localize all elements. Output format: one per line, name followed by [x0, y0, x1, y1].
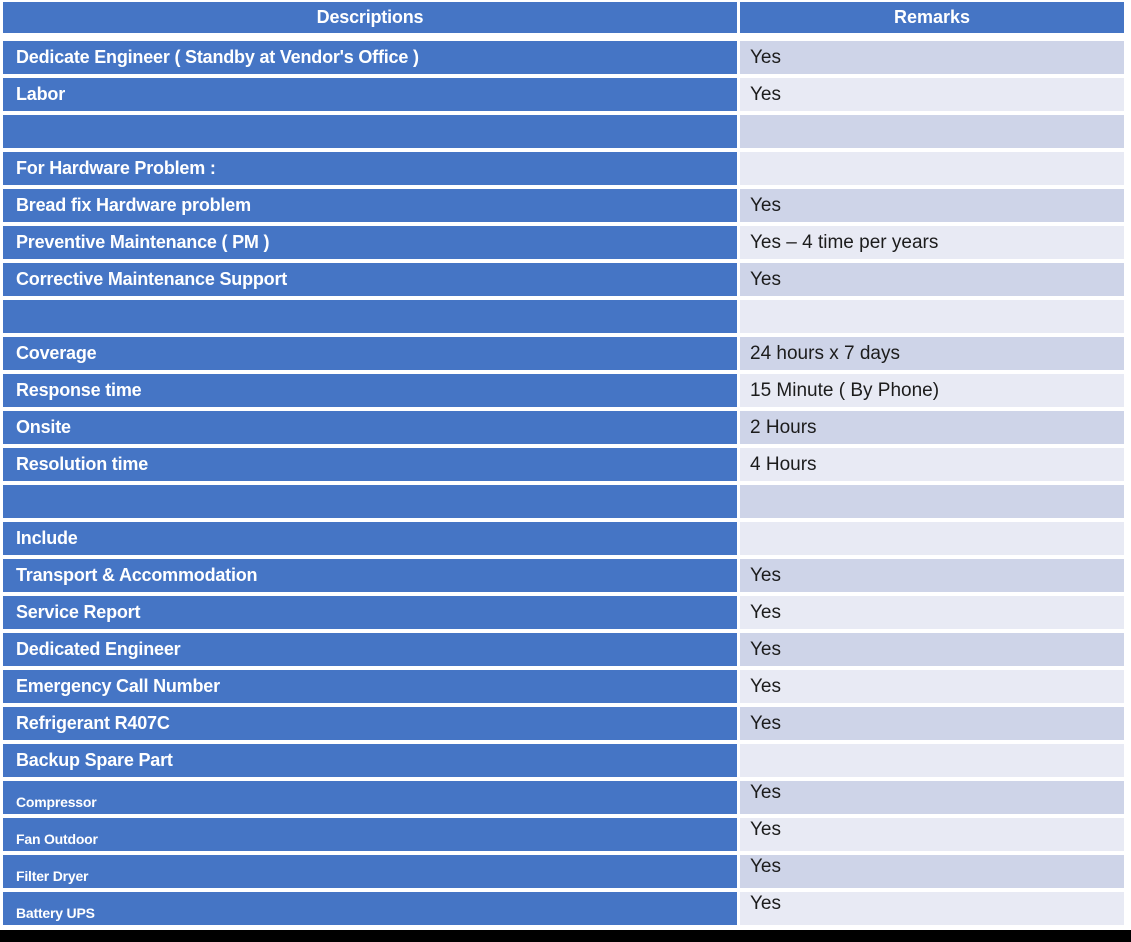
table-row — [3, 448, 1124, 481]
table-row — [3, 744, 1124, 777]
description-cell: Dedicated Engineer — [3, 633, 737, 666]
table-row — [3, 152, 1124, 185]
remark-cell — [740, 152, 1124, 185]
table-row — [3, 411, 1124, 444]
description-cell: Resolution time — [3, 448, 737, 481]
table-row — [3, 892, 1124, 925]
table-header-row — [3, 2, 1124, 33]
remark-cell: Yes — [740, 189, 1124, 222]
column-header-descriptions: Descriptions — [3, 2, 737, 33]
remark-cell: Yes – 4 time per years — [740, 226, 1124, 259]
description-cell: Service Report — [3, 596, 737, 629]
table-row — [3, 226, 1124, 259]
description-cell: Response time — [3, 374, 737, 407]
table-row — [3, 855, 1124, 888]
description-cell: Preventive Maintenance ( PM ) — [3, 226, 737, 259]
remark-cell: Yes — [740, 41, 1124, 74]
table-body — [3, 41, 1124, 925]
description-cell: Bread fix Hardware problem — [3, 189, 737, 222]
description-cell — [3, 115, 737, 148]
table-row — [3, 485, 1124, 518]
table-row — [3, 670, 1124, 703]
description-cell: Fan Outdoor — [3, 818, 737, 851]
remark-cell: Yes — [740, 263, 1124, 296]
remark-cell: 2 Hours — [740, 411, 1124, 444]
description-cell: For Hardware Problem : — [3, 152, 737, 185]
description-cell: Battery UPS — [3, 892, 737, 925]
table-row — [3, 337, 1124, 370]
description-cell: Refrigerant R407C — [3, 707, 737, 740]
description-cell: Emergency Call Number — [3, 670, 737, 703]
table-row — [3, 374, 1124, 407]
description-cell: Coverage — [3, 337, 737, 370]
table-row — [3, 115, 1124, 148]
table-row — [3, 559, 1124, 592]
remark-cell: Yes — [740, 670, 1124, 703]
description-cell: Labor — [3, 78, 737, 111]
column-header-remarks: Remarks — [740, 2, 1124, 33]
table-row — [3, 78, 1124, 111]
description-cell: Corrective Maintenance Support — [3, 263, 737, 296]
description-cell: Transport & Accommodation — [3, 559, 737, 592]
remark-cell — [740, 522, 1124, 555]
remark-cell: Yes — [740, 707, 1124, 740]
table-row — [3, 41, 1124, 74]
remark-cell — [740, 744, 1124, 777]
service-coverage-table — [3, 2, 1124, 929]
table-row — [3, 818, 1124, 851]
table-row — [3, 781, 1124, 814]
table-row — [3, 300, 1124, 333]
bottom-black-bar — [0, 930, 1131, 942]
description-cell — [3, 485, 737, 518]
description-cell: Compressor — [3, 781, 737, 814]
description-cell: Include — [3, 522, 737, 555]
remark-cell — [740, 300, 1124, 333]
table-row — [3, 263, 1124, 296]
table-row — [3, 596, 1124, 629]
remark-cell: Yes — [740, 892, 1124, 925]
description-cell: Onsite — [3, 411, 737, 444]
remark-cell: Yes — [740, 78, 1124, 111]
remark-cell: Yes — [740, 559, 1124, 592]
table-row — [3, 189, 1124, 222]
table-row — [3, 707, 1124, 740]
description-cell: Dedicate Engineer ( Standby at Vendor's Office ) — [3, 41, 737, 74]
remark-cell: Yes — [740, 818, 1124, 851]
table-row — [3, 522, 1124, 555]
remark-cell: 4 Hours — [740, 448, 1124, 481]
description-cell: Filter Dryer — [3, 855, 737, 888]
remark-cell: 15 Minute ( By Phone) — [740, 374, 1124, 407]
remark-cell: Yes — [740, 781, 1124, 814]
remark-cell: Yes — [740, 855, 1124, 888]
remark-cell — [740, 485, 1124, 518]
remark-cell: 24 hours x 7 days — [740, 337, 1124, 370]
remark-cell: Yes — [740, 596, 1124, 629]
remark-cell: Yes — [740, 633, 1124, 666]
description-cell — [3, 300, 737, 333]
remark-cell — [740, 115, 1124, 148]
table-row — [3, 633, 1124, 666]
description-cell: Backup Spare Part — [3, 744, 737, 777]
